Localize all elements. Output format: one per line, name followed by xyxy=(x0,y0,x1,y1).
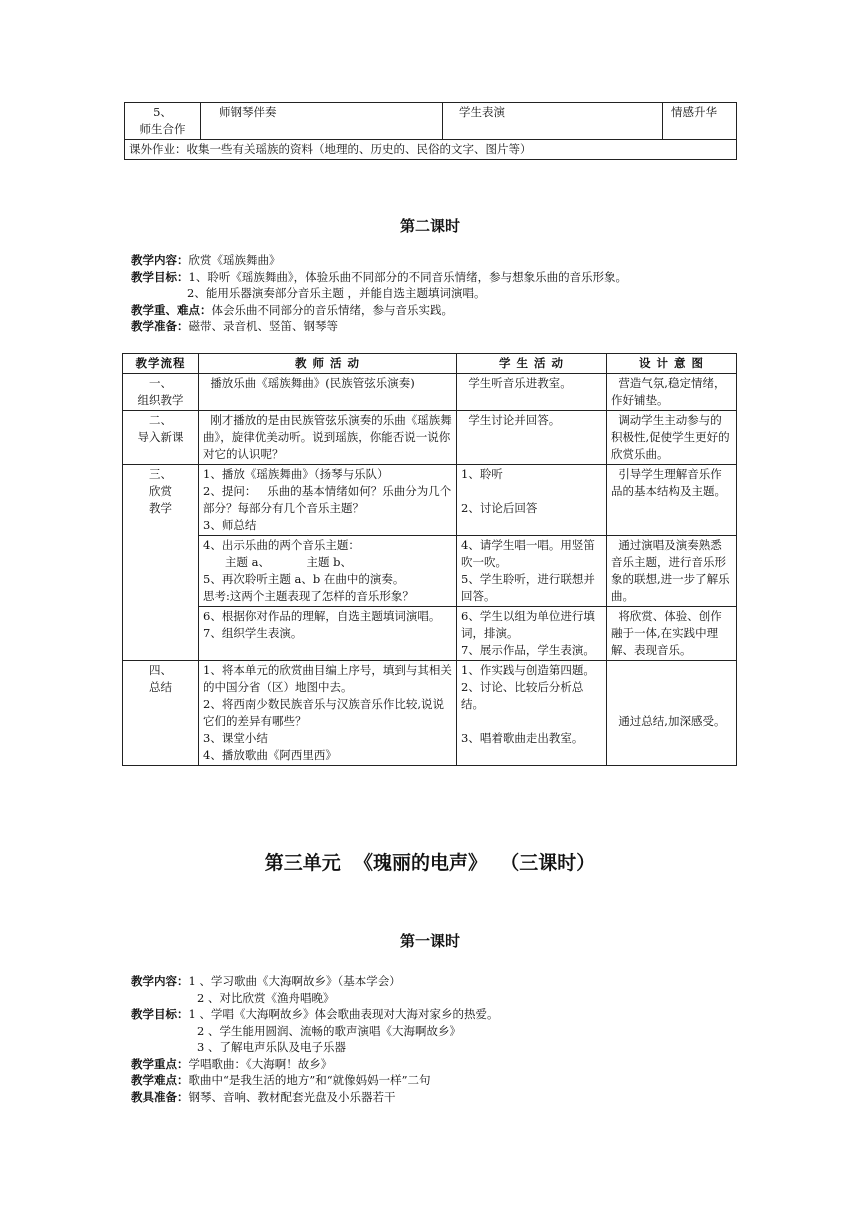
tools-text: 钢琴、音响、教材配套光盘及小乐器若干 xyxy=(188,1089,396,1104)
lesson1-title: 第一课时 xyxy=(399,932,460,950)
table-row xyxy=(123,465,737,536)
goal-text-1: 1、聆听《瑶族舞曲》，体验乐曲不同部分的不同音乐情绪，参与想象乐曲的音乐形象。 xyxy=(188,269,628,284)
goal-label: 教学目标： xyxy=(131,269,189,284)
key-text: 学唱歌曲：《大海啊！故乡》 xyxy=(188,1056,333,1071)
design-cell: 调动学生主动参与的积极性,促使学生更好的欣赏乐曲。 xyxy=(607,411,737,465)
student-cell: 4、请学生唱一唱。用竖笛吹一吹。 5、学生聆听，进行联想并回答。 xyxy=(457,536,607,607)
content-text: 欣赏《瑶族舞曲》 xyxy=(188,253,281,267)
difficulty-text: 歌曲中“是我生活的地方”和“就像妈妈一样”二句 xyxy=(188,1073,431,1087)
step-cell: 四、 总结 xyxy=(123,661,199,766)
teacher-cell: 6、根据你对作品的理解，自选主题填词演唱。 7、组织学生表演。 xyxy=(199,607,457,661)
step-cell: 一、 组织教学 xyxy=(123,374,199,411)
table-row xyxy=(123,536,737,607)
goal-text-3: 3 、了解电声乐队及电子乐器 xyxy=(197,1040,346,1054)
lesson1-info xyxy=(131,973,741,1105)
goal-text-1: 1 、学唱《大海啊故乡》体会歌曲表现对大海对家乡的热爱。 xyxy=(188,1007,499,1021)
lesson-plan-table xyxy=(122,353,737,766)
tools-label: 教具准备： xyxy=(131,1089,189,1104)
design-cell: 营造气氛,稳定情绪，作好铺垫。 xyxy=(607,374,737,411)
table-row xyxy=(123,607,737,661)
design-cell: 通过演唱及演奏熟悉音乐主题，进行音乐形象的联想,进一步了解乐曲。 xyxy=(607,536,737,607)
goal-text-2: 2、能用乐器演奏部分音乐主题 ，并能自选主题填词演唱。 xyxy=(187,286,486,300)
key-text: 体会乐曲不同部分的音乐情绪，参与音乐实践。 xyxy=(211,302,453,317)
student-cell: 学生表演 xyxy=(443,103,663,140)
design-cell: 情感升华 xyxy=(663,103,737,140)
unit-title: 第三单元 《瑰丽的电声》 （三课时） xyxy=(264,852,596,874)
column-header: 教学流程 xyxy=(123,354,199,374)
design-cell: 通过总结,加深感受。 xyxy=(607,661,737,766)
key-label: 教学重点： xyxy=(131,1056,189,1071)
goal-label: 教学目标： xyxy=(131,1007,189,1021)
goal-text-2: 2 、学生能用圆润、流畅的歌声演唱《大海啊故乡》 xyxy=(197,1023,461,1038)
table-row xyxy=(125,103,737,140)
table-header-row xyxy=(123,354,737,374)
step-cell: 三、 欣赏 教学 xyxy=(123,465,199,661)
student-cell: 学生讨论并回答。 xyxy=(457,411,607,465)
prev-lesson-table xyxy=(124,102,737,160)
content-text-1: 1 、学习歌曲《大海啊故乡》（基本学会） xyxy=(188,974,401,988)
step-cell: 5、 师生合作 xyxy=(125,103,201,140)
column-header: 学 生 活 动 xyxy=(457,354,607,374)
content-label: 教学内容： xyxy=(131,974,189,988)
student-cell: 1、作实践与创造第四题。 2、讨论、比较后分析总结。 3、唱着歌曲走出教室。 xyxy=(457,661,607,766)
student-cell: 学生听音乐进教室。 xyxy=(457,374,607,411)
teacher-cell: 播放乐曲《瑶族舞曲》(民族管弦乐演奏) xyxy=(199,374,457,411)
teacher-cell: 4、出示乐曲的两个音乐主题： 主题 a、 主题 b、 5、再次聆听主题 a、b 在曲中的演奏。 思考:这两个主题表现了怎样的音乐形象？ xyxy=(199,536,457,607)
design-cell: 引导学生理解音乐作品的基本结构及主题。 xyxy=(607,465,737,536)
content-text-2: 2 、对比欣赏《渔舟唱晚》 xyxy=(197,990,335,1005)
prep-text: 磁带、录音机、竖笛、钢琴等 xyxy=(188,319,338,333)
table-row xyxy=(123,411,737,465)
student-cell: 6、学生以组为单位进行填词，排演。 7、展示作品，学生表演。 xyxy=(457,607,607,661)
teacher-cell: 1、将本单元的欣赏曲目编上序号，填到与其相关的中国分省（区）地图中去。 2、将西南少数民族音乐与汉族音乐作比较,说说它们的差异有哪些？ 3、课堂小结 4、播放歌曲《阿西里西》 xyxy=(199,661,457,766)
step-cell: 二、 导入新课 xyxy=(123,411,199,465)
lesson2-info xyxy=(131,252,741,335)
table-row xyxy=(123,661,737,766)
key-label: 教学重、难点： xyxy=(131,302,212,317)
teacher-cell: 刚才播放的是由民族管弦乐演奏的乐曲《瑶族舞曲》，旋律优美动听。说到瑶族，你能否说一说你对它的认识呢？ xyxy=(199,411,457,465)
design-cell: 将欣赏、体验、创作融于一体,在实践中理解、表现音乐。 xyxy=(607,607,737,661)
student-cell: 1、聆听 2、讨论后回答 xyxy=(457,465,607,536)
prep-label: 教学准备： xyxy=(131,319,189,333)
column-header: 教 师 活 动 xyxy=(199,354,457,374)
lesson2-title: 第二课时 xyxy=(399,217,460,235)
column-header: 设 计 意 图 xyxy=(607,354,737,374)
table-row xyxy=(125,140,737,160)
content-label: 教学内容： xyxy=(131,253,189,267)
homework-cell: 课外作业：收集一些有关瑶族的资料（地理的、历史的、民俗的文字、图片等） xyxy=(125,140,737,160)
teacher-cell: 师钢琴伴奏 xyxy=(201,103,443,140)
teacher-cell: 1、播放《瑶族舞曲》（扬琴与乐队） 2、提问： 乐曲的基本情绪如何？乐曲分为几个部分？每部分有几个音乐主题？ 3、师总结 xyxy=(199,465,457,536)
table-row xyxy=(123,374,737,411)
difficulty-label: 教学难点： xyxy=(131,1073,189,1087)
